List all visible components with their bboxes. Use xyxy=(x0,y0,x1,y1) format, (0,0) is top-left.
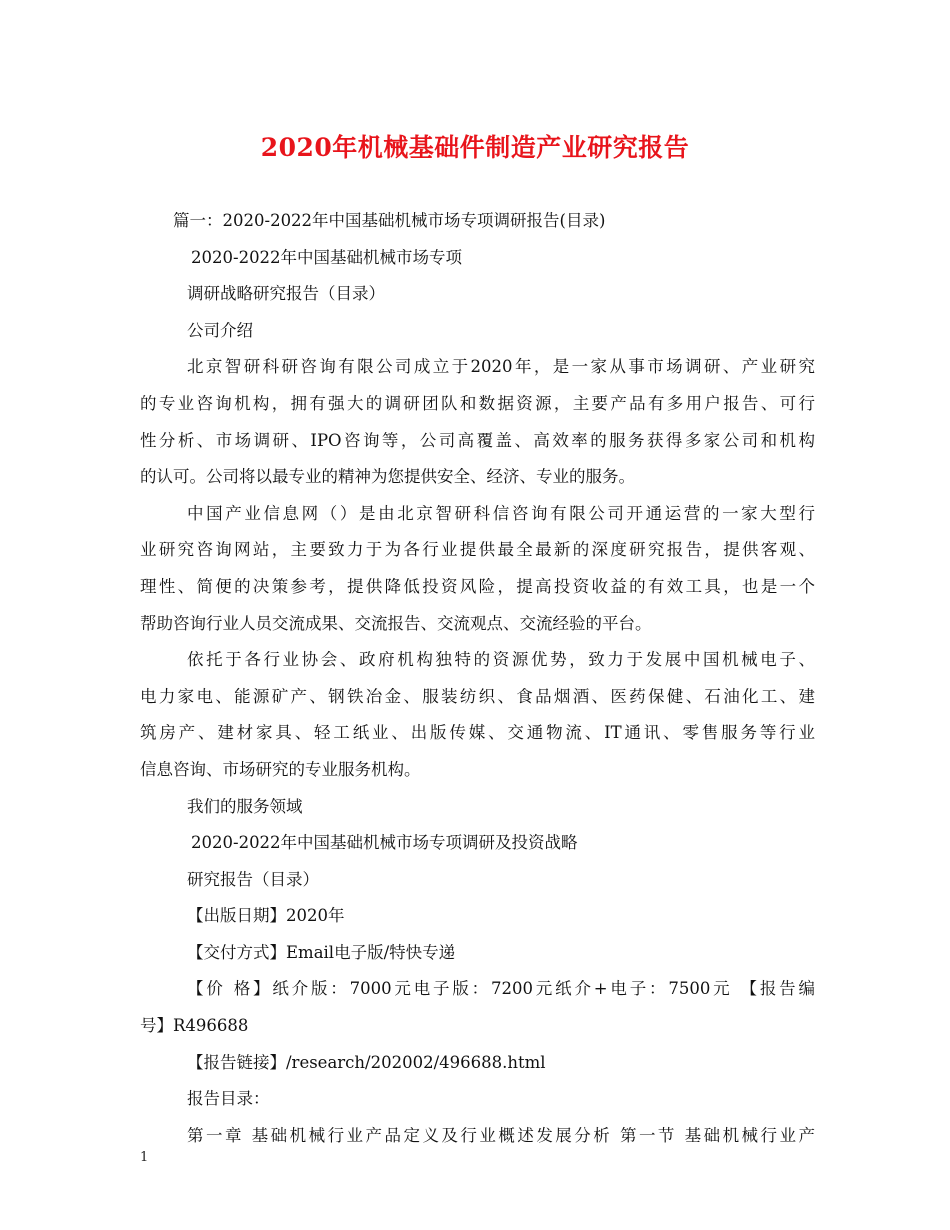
text-line: 信息咨询、市场研究的专业服务机构。 xyxy=(140,759,421,779)
text-line: 北京智研科研咨询有限公司成立于2020年，是一家从事市场调研、产业研究 xyxy=(187,357,815,377)
text-line: 的专业咨询机构，拥有强大的调研团队和数据资源，主要产品有多用户报告、可行 xyxy=(140,393,815,413)
text-line: 筑房产、建材家具、轻工纸业、出版传媒、交通物流、IT通讯、零售服务等行业 xyxy=(140,723,815,743)
text-line: 【交付方式】Email电子版/特快专递 xyxy=(187,942,456,962)
document-body xyxy=(140,203,815,1154)
text-line: 2020-2022年中国基础机械市场专项 xyxy=(191,247,463,267)
text-line: 公司介绍 xyxy=(187,320,253,340)
text-line: 【出版日期】2020年 xyxy=(187,906,345,926)
text-line: 性分析、市场调研、IPO咨询等，公司高覆盖、高效率的服务获得多家公司和机构 xyxy=(140,430,815,450)
text-line: 【报告链接】/research/202002/496688.html xyxy=(187,1052,546,1072)
text-line: 我们的服务领域 xyxy=(187,796,303,816)
text-line: 理性、简便的决策参考，提供降低投资风险，提高投资收益的有效工具，也是一个 xyxy=(140,576,815,596)
text-line: 2020-2022年中国基础机械市场专项调研及投资战略 xyxy=(191,833,578,853)
text-line: 帮助咨询行业人员交流成果、交流报告、交流观点、交流经验的平台。 xyxy=(140,613,652,633)
text-line: 研究报告（目录） xyxy=(187,869,319,889)
text-line: 第一章 基础机械行业产品定义及行业概述发展分析 第一节 基础机械行业产 xyxy=(187,1125,815,1145)
text-line: 调研战略研究报告（目录） xyxy=(187,284,385,304)
document-title: 2020年机械基础件制造产业研究报告 xyxy=(260,133,690,162)
text-line: 篇一：2020-2022年中国基础机械市场专项调研报告(目录) xyxy=(173,211,606,230)
page-number: 1 xyxy=(140,1150,149,1165)
text-line: 号】R496688 xyxy=(140,1016,249,1036)
text-line: 电力家电、能源矿产、钢铁冶金、服装纺织、食品烟酒、医药保健、石油化工、建 xyxy=(140,686,815,706)
text-line: 依托于各行业协会、政府机构独特的资源优势，致力于发展中国机械电子、 xyxy=(187,650,815,670)
text-line: 业研究咨询网站，主要致力于为各行业提供最全最新的深度研究报告，提供客观、 xyxy=(140,540,815,560)
text-line: 中国产业信息网（）是由北京智研科信咨询有限公司开通运营的一家大型行 xyxy=(187,503,815,523)
text-line: 报告目录： xyxy=(187,1089,270,1109)
text-line: 的认可。公司将以最专业的精神为您提供安全、经济、专业的服务。 xyxy=(140,467,635,487)
text-line: 【价 格】纸介版：7000元电子版：7200元纸介+电子：7500元 【报告编 xyxy=(187,979,815,999)
